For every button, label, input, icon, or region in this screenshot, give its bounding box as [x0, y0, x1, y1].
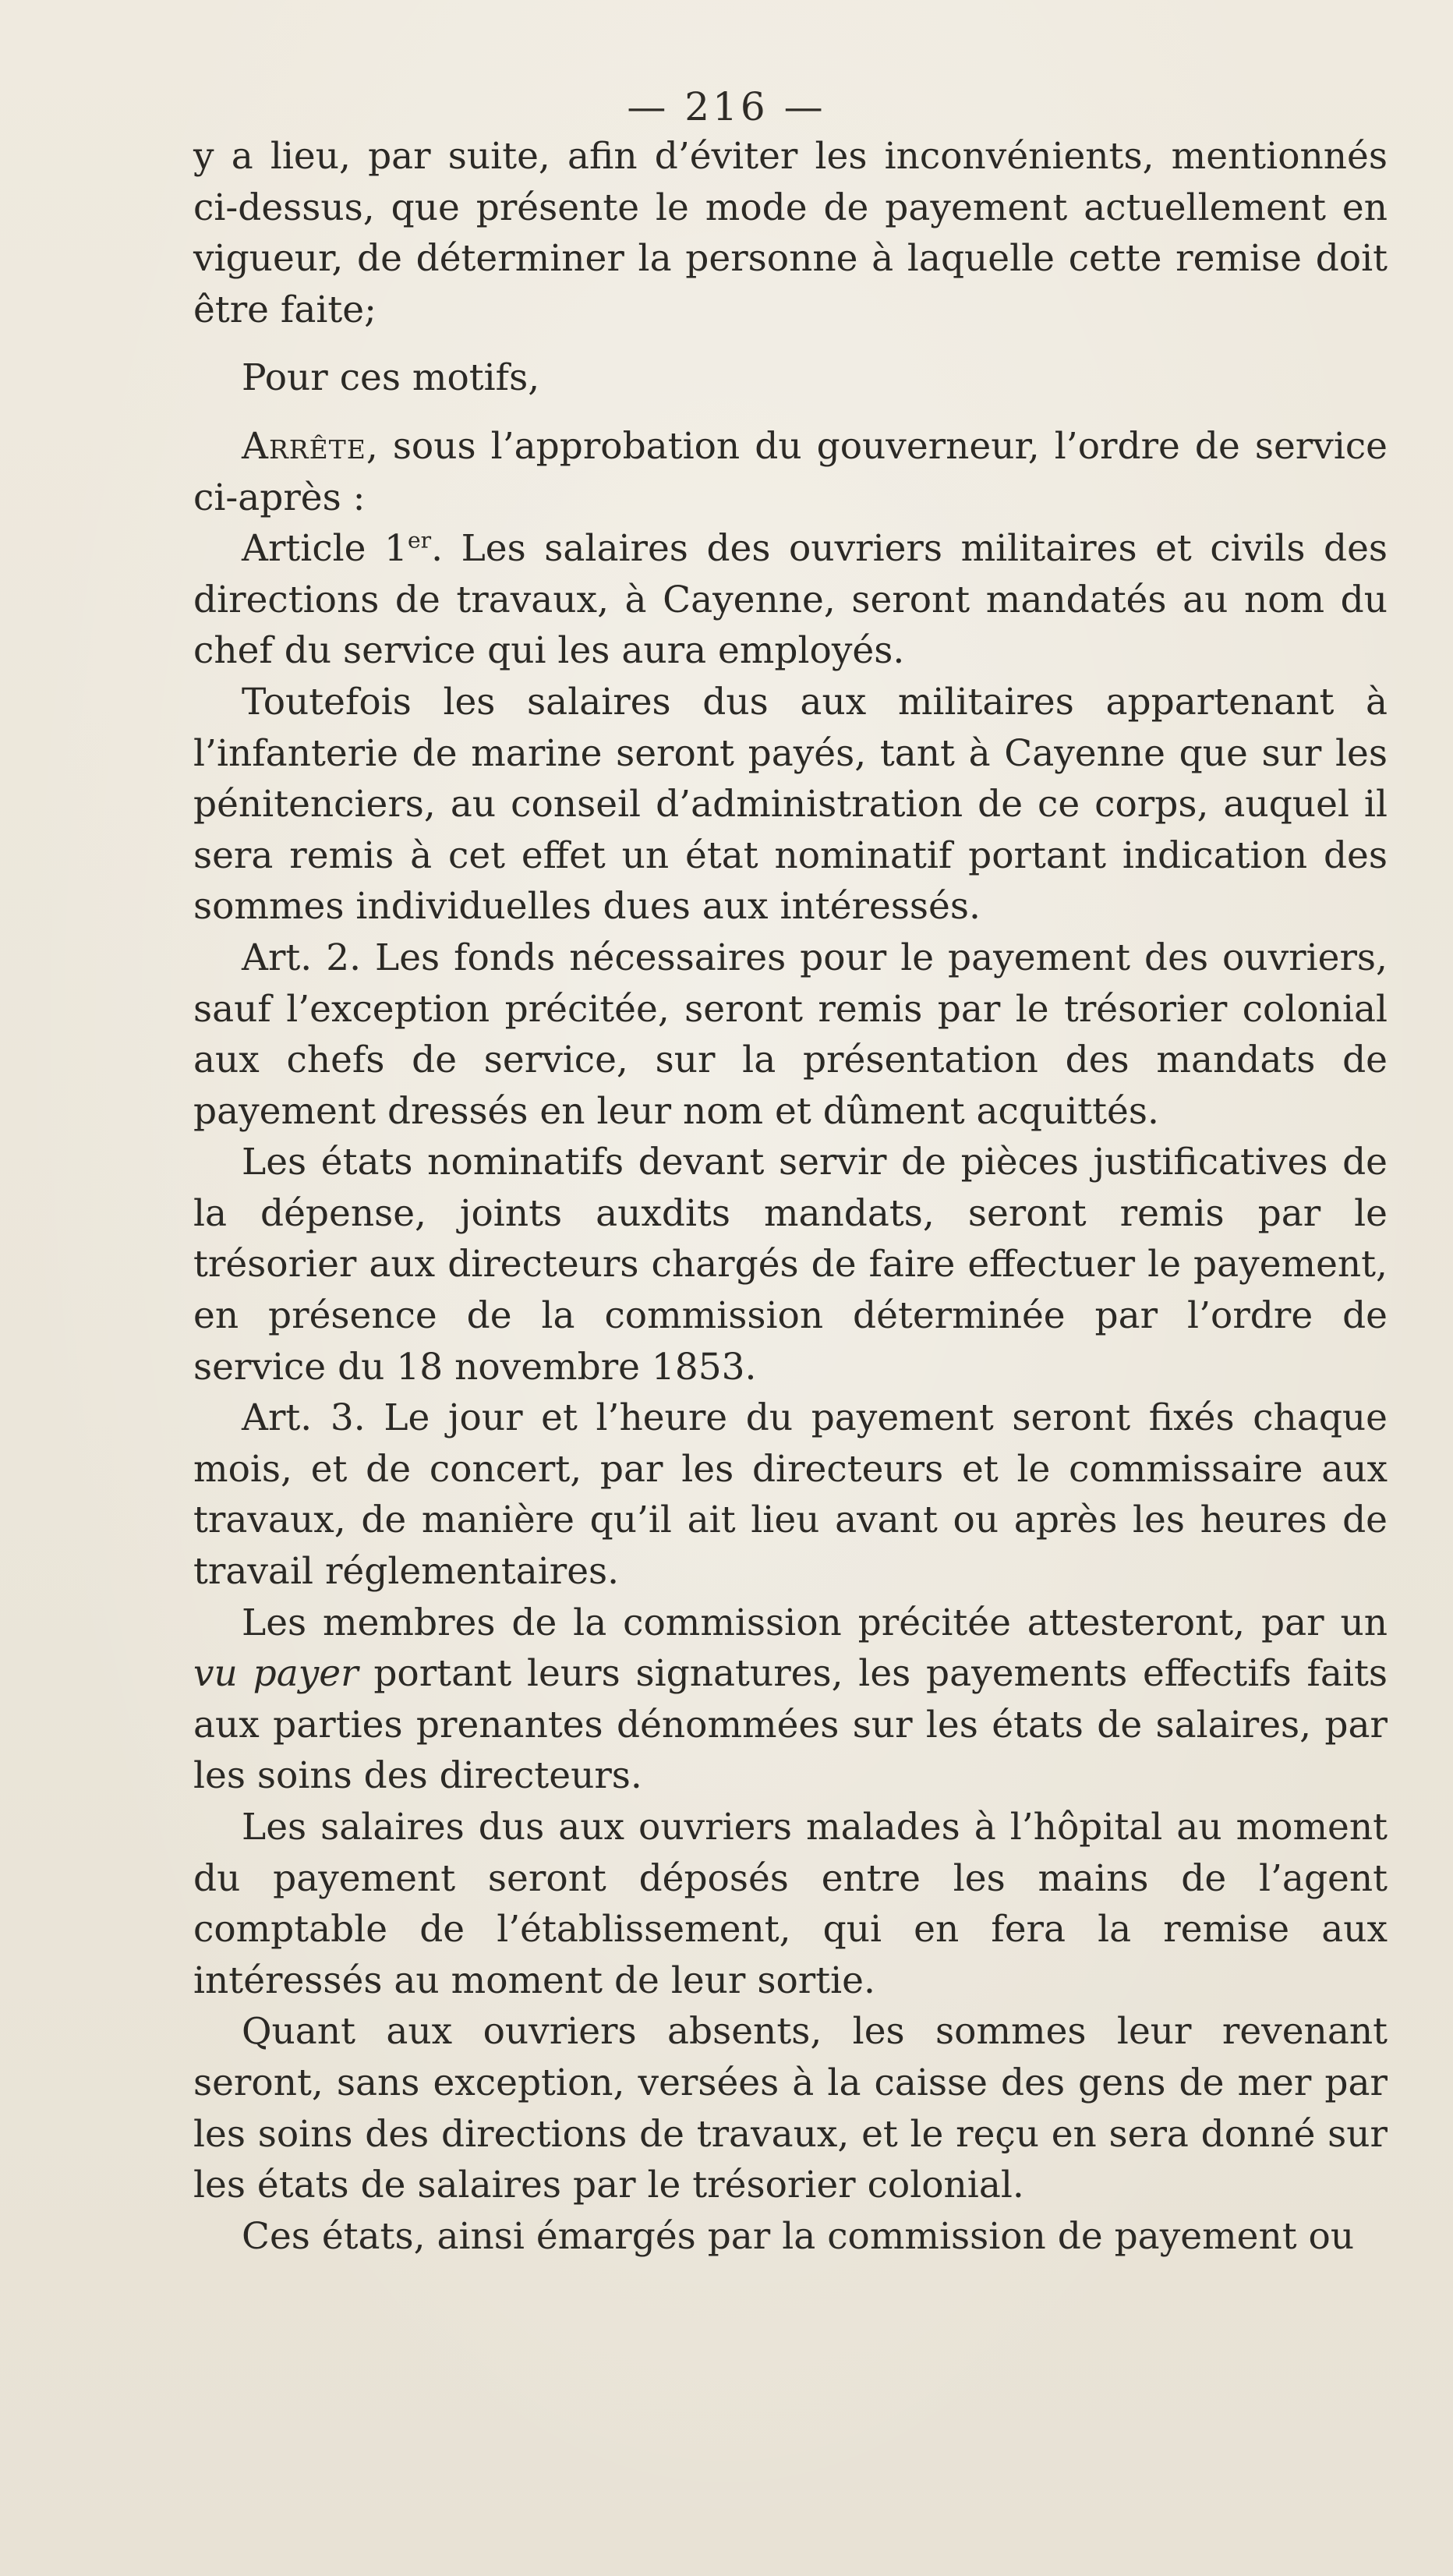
paragraph-etats-nominatifs	[193, 1137, 1388, 1392]
paragraph-article-1	[193, 523, 1388, 677]
page-number: — 216 —	[627, 84, 826, 129]
paragraph-absents	[193, 2006, 1388, 2210]
body-text	[193, 131, 1388, 2262]
paragraph-continuation	[193, 131, 1388, 335]
paragraph-text: y a lieu, par suite, afin d’éviter les inconvénients, mentionnés ci-dessus, que présente le mode de payement actuellement en vigueur, de déterminer la personne à laquelle cette remise doit être faite;	[193, 135, 1388, 331]
ordinal-superscript: er	[407, 527, 432, 554]
paragraph-text: portant leurs signatures, les payements effectifs faits aux parties prenantes dénommées sur les états de salaires, par les soins des directeurs.	[193, 1652, 1388, 1798]
paragraph-text: . Les salaires des ouvriers militaires et civils des directions de travaux, à Cayenne, seront mandatés au nom du chef du service qui les aura employés.	[193, 527, 1388, 673]
paragraph-article-2	[193, 932, 1388, 1137]
paragraph-text: Toutefois les salaires dus aux militaires appartenant à l’infanterie de marine seront payés, tant à Cayenne que sur les pénitenciers, au conseil d’administration de ce corps, auquel il sera remis à cet effet un état nominatif portant indication des sommes individuelles dues aux intéressés.	[193, 680, 1388, 929]
arrete-lead: Arrête	[242, 424, 366, 468]
paragraph-text: Les salaires dus aux ouvriers malades à l’hôpital au moment du payement seront déposés entre les mains de l’agent comptable de l’établissement, qui en fera la remise aux intéressés au moment de leur sortie.	[193, 1806, 1388, 2002]
paragraph-text: Art. 3. Le jour et l’heure du payement seront fixés chaque mois, et de concert, par les directeurs et le commissaire aux travaux, de manière qu’il ait lieu avant ou après les heures de travail réglementaires.	[193, 1396, 1388, 1594]
paragraph-text: Les états nominatifs devant servir de pièces justificatives de la dépense, joints auxdits mandats, seront remis par le trésorier aux directeurs chargés de faire effectuer le payement, en présence de la commission déterminée par l’ordre de service du 18 novembre 1853.	[193, 1141, 1388, 1389]
paragraph-text: Art. 2. Les fonds nécessaires pour le payement des ouvriers, sauf l’exception précitée, seront remis par le trésorier colonial aux chefs de service, sur la présentation des mandats de payement dressés en leur nom et dûment acquittés.	[193, 936, 1388, 1133]
article-lead: Article 1	[242, 527, 408, 571]
paragraph-malades	[193, 1802, 1388, 2006]
paragraph-toutefois	[193, 677, 1388, 932]
paragraph-arrete	[193, 421, 1388, 523]
paragraph-article-3	[193, 1392, 1388, 1597]
paragraph-text: Ces états, ainsi émargés par la commission de payement ou	[242, 2214, 1355, 2258]
paragraph-text: Les membres de la commission précitée attesteront, par un	[242, 1601, 1388, 1644]
paragraph-text: , sous l’approbation du gouverneur, l’ordre de service ci-après :	[193, 424, 1388, 519]
paragraph-text: Quant aux ouvriers absents, les sommes leur revenant seront, sans exception, versées à la caisse des gens de mer par les soins des directions de travaux, et le reçu en sera donné sur les états de salaires par le trésorier colonial.	[193, 2010, 1388, 2207]
paragraph-motifs	[193, 352, 1388, 404]
paragraph-ces-etats	[193, 2211, 1388, 2263]
paragraph-text: Pour ces motifs,	[242, 356, 540, 400]
paragraph-membres	[193, 1598, 1388, 1802]
italic-phrase: vu payer	[193, 1652, 359, 1696]
